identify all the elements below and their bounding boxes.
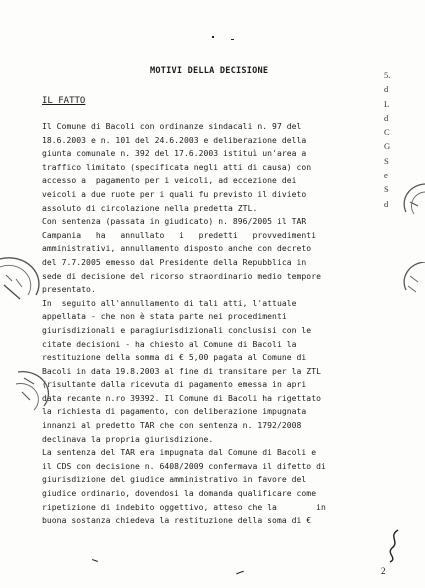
edge-char: d (384, 112, 389, 123)
section-heading: IL FATTO (42, 96, 86, 106)
edge-char: d (384, 198, 389, 209)
text-line: Bacoli in data 19.8.2003 al fine di transitare per la ZTL (42, 366, 321, 376)
edge-char: S (384, 184, 389, 195)
text-line: del 7.7.2005 emesso dal Presidente della Repubblica in (42, 257, 307, 267)
text-line: appellata - che non è stata parte nei procedimenti (42, 312, 287, 322)
decision-title: MOTIVI DELLA DECISIONE (150, 66, 269, 76)
text-line: ripetizione di indebito oggettivo, atteso che la in (42, 502, 326, 512)
left-seal-stamp (14, 370, 54, 416)
edge-char: S (384, 155, 389, 166)
text-line: la richiesta di pagamento, con deliberazione impugnata (42, 407, 307, 417)
right-seal-stamp (398, 182, 425, 222)
text-line: giurisdizionali e paragiurisdizionali conclusisi con le (42, 325, 312, 335)
text-line: veicoli a due ruote per i quali fu previsto il divieto (42, 189, 307, 199)
edge-char: L (384, 98, 390, 109)
text-line: giudice ordinario, dovendosi la domanda qualificare come (42, 489, 317, 499)
text-line: Con sentenza (passata in giudicato) n. 896/2005 il TAR (42, 217, 307, 227)
scan-artifact-mark (212, 36, 214, 38)
text-line: 18.6.2003 e n. 101 del 24.6.2003 e deliberazione della (42, 135, 307, 145)
edge-char: e (384, 170, 388, 181)
edge-char: C (384, 127, 390, 138)
text-line: restituzione della somma di € 5,00 pagata al Comune di (42, 353, 307, 363)
scan-artifact-mark (92, 559, 98, 562)
text-line: In seguito all'annullamento di tali atti, l'attuale (42, 298, 297, 308)
handwritten-mark (384, 528, 404, 564)
text-line: data recante n.ro 39392. Il Comune di Bacoli ha rigettato (42, 393, 321, 403)
text-line: Campania ha annullato i predetti provvedimenti (42, 230, 317, 240)
document-body (42, 120, 392, 528)
text-line: La sentenza del TAR era impugnata dal Comune di Bacoli e (42, 448, 317, 458)
scan-artifact-mark (231, 39, 234, 40)
text-line: declinava la propria giurisdizione. (42, 434, 214, 444)
page-number: 2 (381, 566, 386, 576)
text-line: traffico limitato (specificata negli atti di causa) con (42, 162, 312, 172)
text-line: amministrativi, annullamento disposto anche con decreto (42, 244, 312, 254)
edge-char: d (384, 84, 389, 95)
text-line: sede di decisione del ricorso straordinario medio tempore (42, 271, 321, 281)
text-line: giunta comunale n. 392 del 17.6.2003 istituì un'area a (42, 149, 307, 159)
text-line: (risultante dalla ricevuta di pagamento emessa in apri (42, 380, 307, 390)
edge-char: 5. (384, 70, 391, 80)
text-line: citate decisioni - ha chiesto al Comune di Bacoli la (42, 339, 297, 349)
text-line: presentato. (42, 285, 96, 295)
text-line: Il Comune di Bacoli con ordinanze sindacali n. 97 del (42, 122, 302, 131)
text-line: accesso a pagamento per i veicoli, ad eccezione dei (42, 176, 297, 186)
edge-char: G (384, 141, 391, 152)
text-line: assoluto di circolazione nella predetta ZTL. (42, 203, 258, 213)
text-line: giurisdizione del giudice amministrativo in favore del (42, 475, 307, 485)
text-line: innanzi al predetto TAR che con sentenza n. 1792/2008 (42, 421, 302, 431)
text-line: il CDS con decisione n. 6408/2009 confermava il difetto di (42, 461, 326, 471)
left-seal-stamp (0, 255, 46, 311)
right-seal-stamp (396, 262, 425, 298)
scan-artifact-mark (236, 571, 244, 575)
text-line: buona sostanza chiedeva la restituzione della soma di € (42, 516, 312, 526)
